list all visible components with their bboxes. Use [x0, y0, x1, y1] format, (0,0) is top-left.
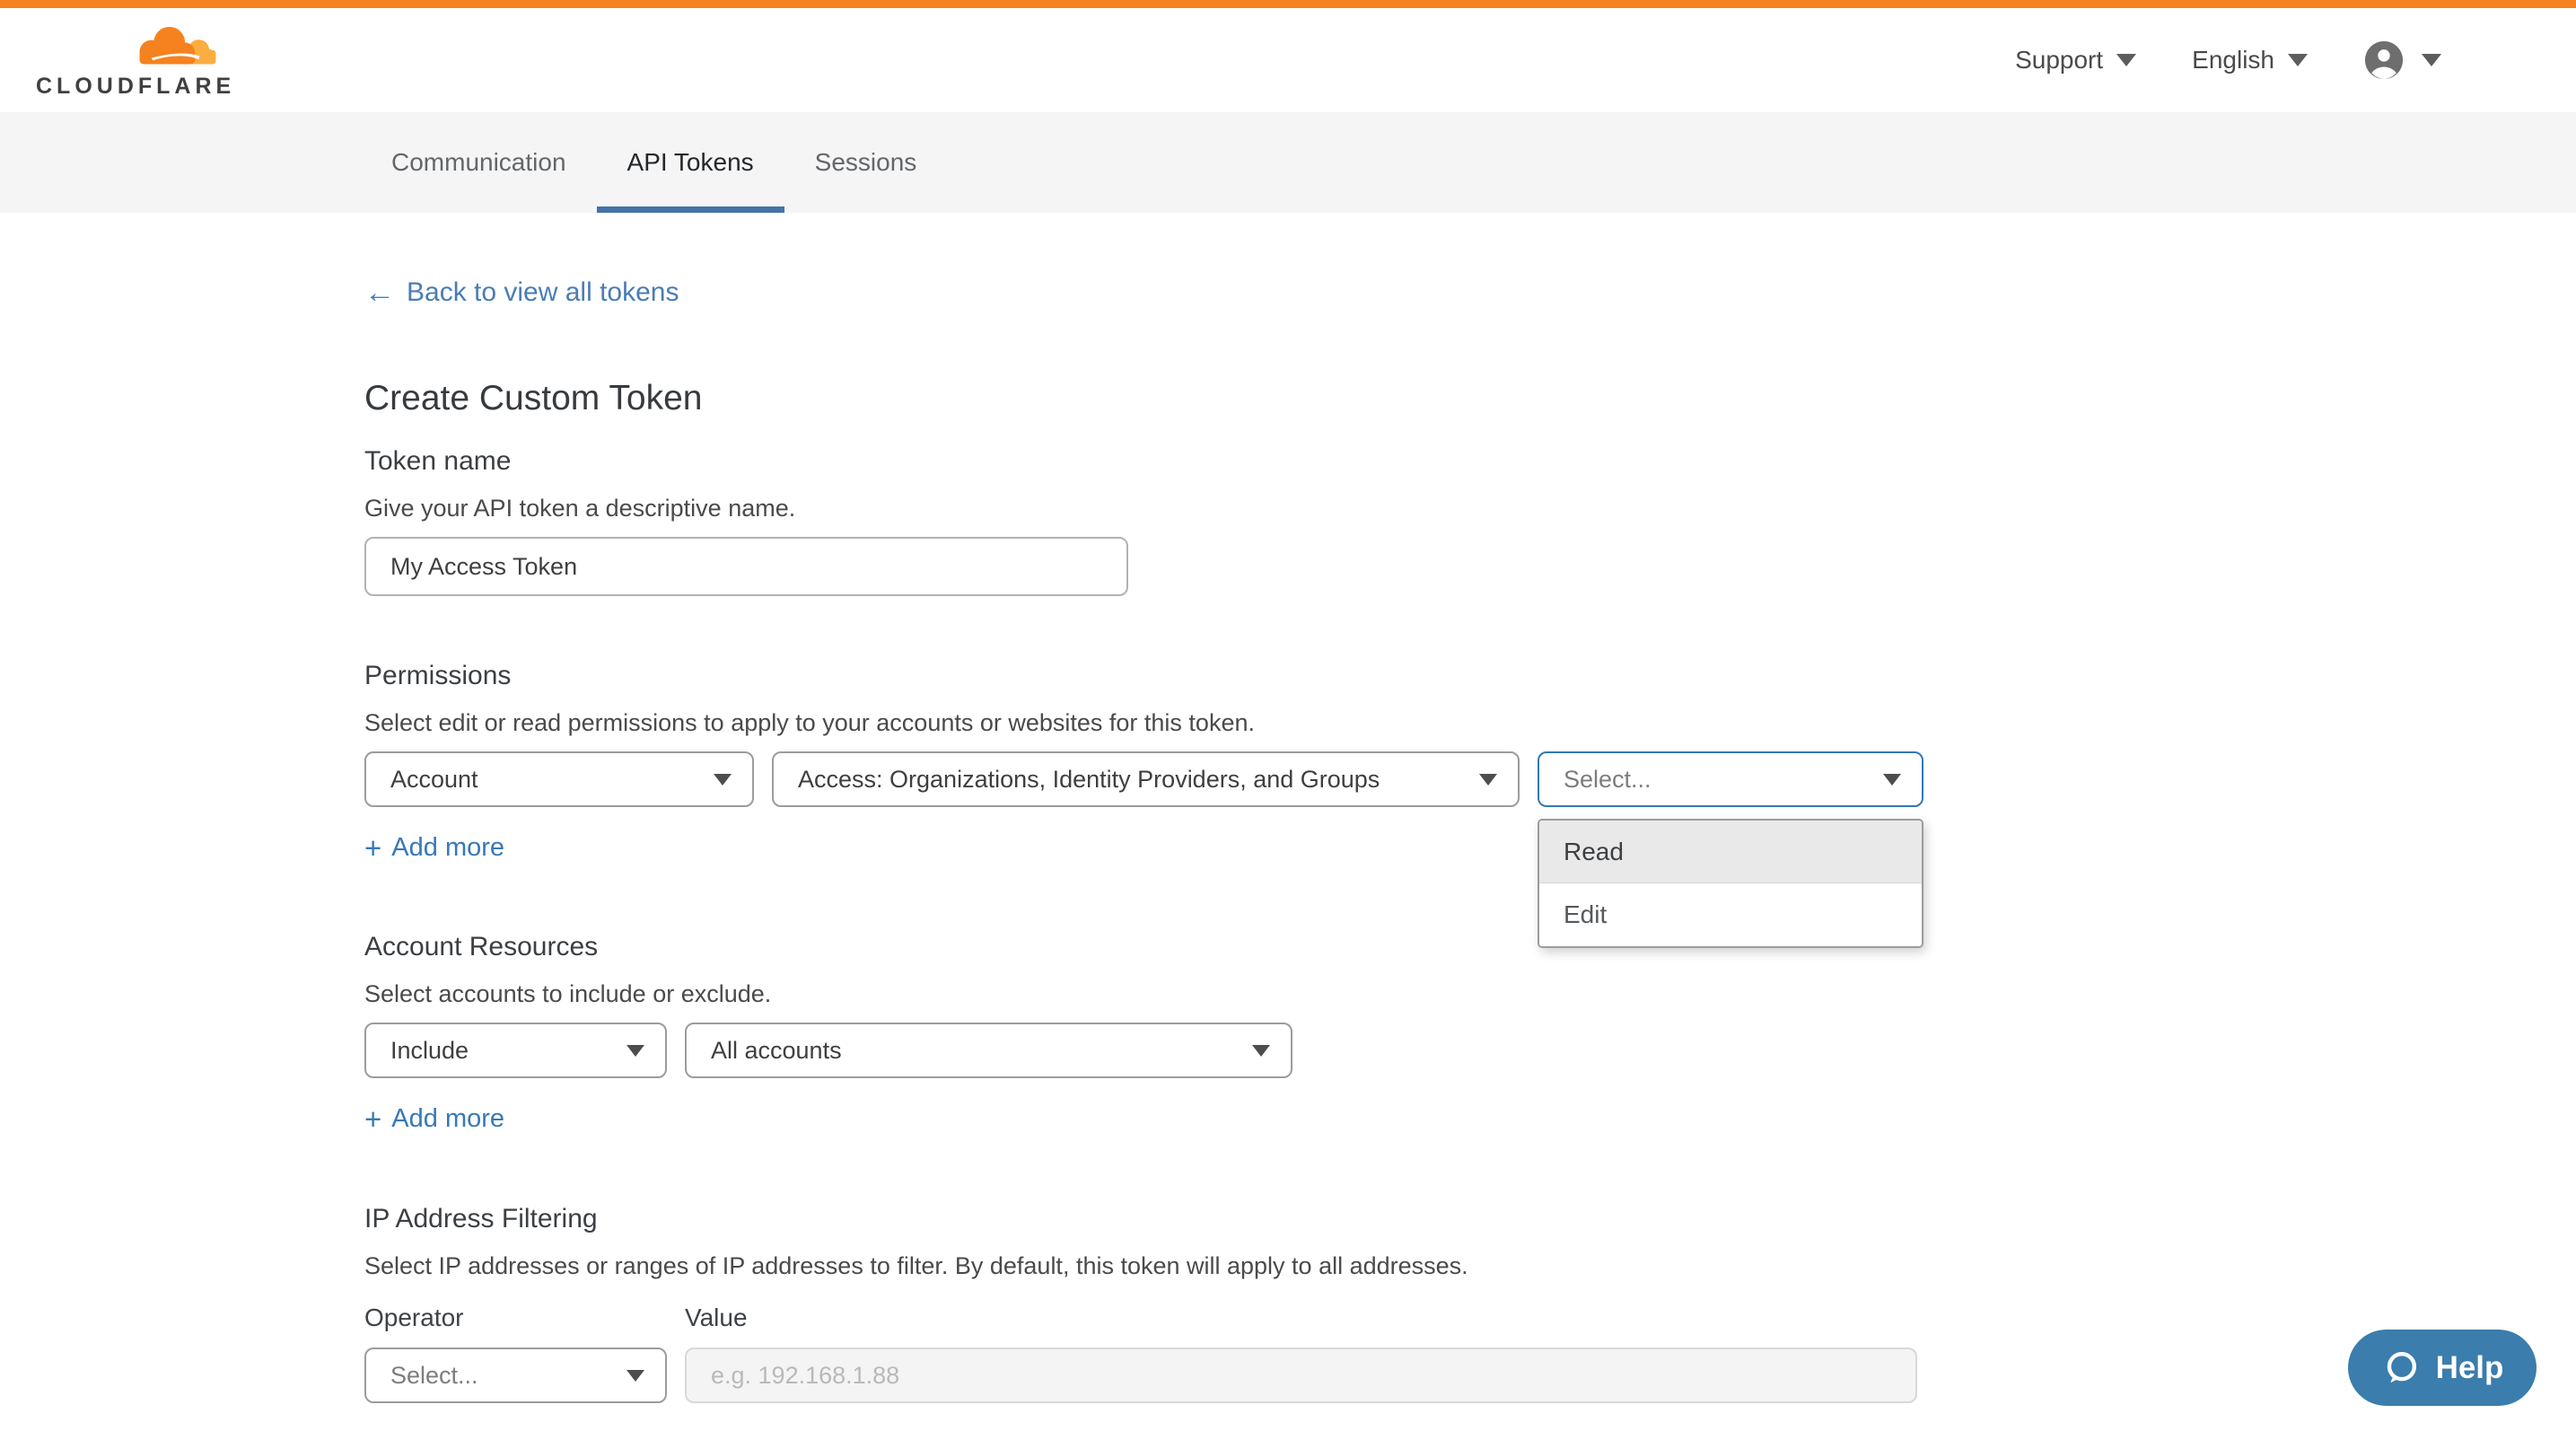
plus-icon: + [364, 1102, 382, 1136]
resource-mode-select[interactable] [364, 1023, 667, 1078]
ip-filter-row [364, 1348, 2576, 1403]
access-dropdown-menu [1538, 819, 1923, 948]
permission-access-select[interactable] [1538, 751, 1923, 807]
account-resources-heading: Account Resources [364, 932, 599, 961]
ip-operator-select[interactable] [364, 1348, 667, 1403]
help-button[interactable] [2348, 1330, 2537, 1406]
tab-sessions[interactable] [784, 112, 948, 213]
tab-label: Communication [391, 148, 566, 176]
caret-down-icon [1883, 774, 1901, 786]
section-ip-filtering [364, 1202, 2576, 1403]
account-resources-description: Select accounts to include or exclude. [364, 980, 772, 1007]
operator-label: Operator [364, 1304, 464, 1331]
select-value: Access: Organizations, Identity Providers, and Groups [798, 765, 1380, 793]
select-value: Select... [1564, 765, 1652, 793]
permissions-heading: Permissions [364, 661, 512, 690]
permission-resource-select[interactable] [772, 751, 1520, 807]
select-value: All accounts [711, 1036, 842, 1064]
page-title: Create Custom Token [364, 379, 703, 417]
ip-filtering-description: Select IP addresses or ranges of IP addresses to filter. By default, this token will apply to all addresses. [364, 1252, 1468, 1279]
support-menu[interactable] [2015, 46, 2136, 75]
select-value: Include [390, 1036, 469, 1064]
tab-bar [0, 112, 2576, 213]
caret-down-icon [714, 774, 732, 786]
cloudflare-cloud-icon [124, 21, 224, 73]
permissions-add-more-link[interactable] [364, 830, 504, 865]
avatar-icon [2363, 40, 2405, 81]
caret-down-icon [1479, 774, 1497, 786]
permission-access-select-wrap [1538, 751, 1923, 928]
menu-item-read[interactable] [1539, 821, 1922, 883]
language-label: English [2192, 46, 2274, 74]
menu-item-label: Edit [1564, 900, 1608, 928]
section-permissions [364, 659, 2576, 928]
select-value: Select... [390, 1361, 478, 1389]
token-name-description: Give your API token a descriptive name. [364, 495, 796, 522]
back-link[interactable] [364, 275, 679, 311]
back-arrow-icon: ← [364, 276, 395, 310]
caret-down-icon [2288, 54, 2308, 66]
add-more-label: Add more [391, 1104, 505, 1133]
support-label: Support [2015, 46, 2104, 74]
help-label: Help [2435, 1349, 2504, 1385]
brand-wordmark: CLOUDFLARE [36, 74, 236, 99]
value-label: Value [685, 1304, 748, 1331]
caret-down-icon [2116, 54, 2136, 66]
header [0, 8, 2576, 112]
add-more-label: Add more [391, 833, 505, 862]
account-resources-select-row [364, 1023, 2576, 1078]
header-menu-group [2015, 40, 2441, 81]
token-name-input[interactable] [364, 537, 1128, 596]
menu-item-edit[interactable] [1539, 883, 1922, 946]
tab-label: API Tokens [626, 148, 754, 176]
section-token-name [364, 444, 2576, 596]
language-menu[interactable] [2192, 46, 2308, 75]
permission-scope-select[interactable] [364, 751, 754, 807]
tab-label: Sessions [814, 148, 917, 176]
caret-down-icon [2422, 54, 2441, 66]
back-link-label: Back to view all tokens [407, 277, 679, 307]
account-menu[interactable] [2363, 40, 2441, 81]
permissions-description: Select edit or read permissions to apply to your accounts or websites for this token. [364, 709, 1255, 736]
token-name-heading: Token name [364, 446, 512, 476]
caret-down-icon [1252, 1045, 1270, 1057]
main-content [0, 213, 2576, 1403]
tab-communication[interactable] [361, 112, 597, 213]
top-accent-bar [0, 0, 2576, 8]
account-resources-add-more-link[interactable] [364, 1101, 504, 1137]
ip-field-labels [364, 1301, 2576, 1335]
menu-item-label: Read [1564, 837, 1624, 865]
select-value: Account [390, 765, 478, 793]
cloudflare-logo[interactable] [36, 21, 236, 100]
chat-bubble-icon [2381, 1348, 2421, 1388]
caret-down-icon [626, 1045, 644, 1057]
caret-down-icon [626, 1370, 644, 1382]
tab-api-tokens[interactable] [597, 112, 784, 213]
plus-icon: + [364, 830, 382, 865]
ip-filtering-heading: IP Address Filtering [364, 1204, 598, 1233]
resource-accounts-select[interactable] [685, 1023, 1292, 1078]
ip-value-input [685, 1348, 1917, 1403]
section-account-resources [364, 930, 2576, 1137]
